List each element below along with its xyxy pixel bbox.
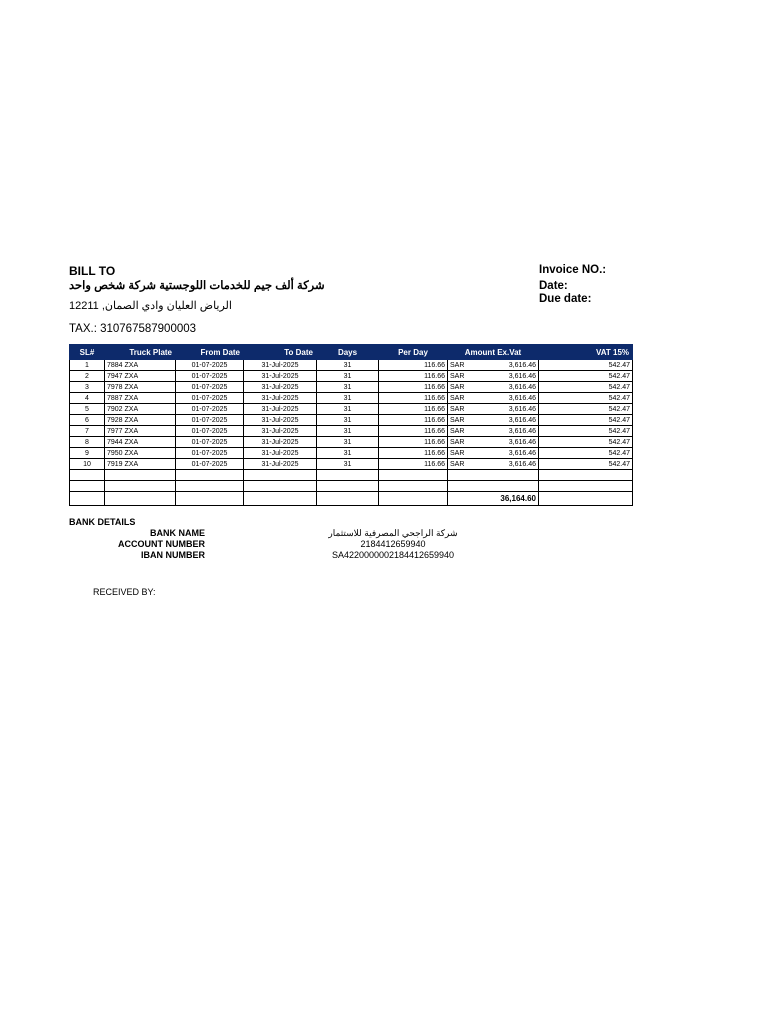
column-header-truck-plate: Truck Plate	[105, 345, 176, 360]
customer-address: الرياض العليان وادي الصمان, 12211	[69, 300, 232, 312]
to-date-cell: 31-Jul-2025	[244, 404, 317, 415]
bill-to-label: BILL TO	[69, 264, 116, 278]
amount-cell	[448, 426, 539, 437]
bank-name-value: شركة الراجحي المصرفية للاستثمار	[328, 528, 458, 538]
column-header-amount: Amount Ex.Vat	[448, 345, 539, 360]
received-by-label: RECEIVED BY:	[93, 587, 156, 597]
column-header-from-date: From Date	[176, 345, 244, 360]
table-row	[70, 393, 633, 404]
amount-cell	[448, 404, 539, 415]
currency-label: SAR	[450, 372, 465, 380]
currency-label: SAR	[450, 383, 465, 391]
sl-cell: 8	[70, 437, 105, 448]
bank-details-heading: BANK DETAILS	[69, 517, 136, 527]
days-cell: 31	[317, 360, 379, 371]
from-date-cell: 01-07-2025	[176, 382, 244, 393]
column-header-sl: SL#	[70, 345, 105, 360]
currency-label: SAR	[450, 416, 465, 424]
vat-cell: 542.47	[539, 437, 633, 448]
to-date-cell: 31-Jul-2025	[244, 382, 317, 393]
amount-cell	[448, 448, 539, 459]
from-date-cell: 01-07-2025	[176, 371, 244, 382]
from-date-cell: 01-07-2025	[176, 426, 244, 437]
sl-cell: 7	[70, 426, 105, 437]
to-date-cell: 31-Jul-2025	[244, 448, 317, 459]
from-date-cell: 01-07-2025	[176, 415, 244, 426]
table-row	[70, 426, 633, 437]
table-row-empty	[70, 470, 633, 481]
truck-plate-cell: 7950 ZXA	[105, 448, 176, 459]
bank-name-label: BANK NAME	[150, 528, 205, 538]
column-header-per-day: Per Day	[379, 345, 448, 360]
per-day-cell: 116.66	[379, 382, 448, 393]
currency-label: SAR	[450, 427, 465, 435]
table-body	[70, 360, 633, 470]
sl-cell: 6	[70, 415, 105, 426]
amount-cell	[448, 360, 539, 371]
truck-plate-cell: 7947 ZXA	[105, 371, 176, 382]
amount-value: 3,616.46	[508, 427, 536, 435]
currency-label: SAR	[450, 394, 465, 402]
per-day-cell: 116.66	[379, 459, 448, 470]
days-cell: 31	[317, 437, 379, 448]
truck-plate-cell: 7902 ZXA	[105, 404, 176, 415]
from-date-cell: 01-07-2025	[176, 448, 244, 459]
per-day-cell: 116.66	[379, 426, 448, 437]
to-date-cell: 31-Jul-2025	[244, 426, 317, 437]
days-cell: 31	[317, 415, 379, 426]
truck-plate-cell: 7928 ZXA	[105, 415, 176, 426]
vat-cell: 542.47	[539, 415, 633, 426]
truck-plate-cell: 7944 ZXA	[105, 437, 176, 448]
to-date-cell: 31-Jul-2025	[244, 415, 317, 426]
amount-cell	[448, 459, 539, 470]
sl-cell: 10	[70, 459, 105, 470]
table-total-row	[70, 492, 633, 506]
to-date-cell: 31-Jul-2025	[244, 360, 317, 371]
vat-cell: 542.47	[539, 393, 633, 404]
amount-value: 3,616.46	[508, 383, 536, 391]
total-amount: 36,164.60	[448, 492, 539, 506]
truck-plate-cell: 7884 ZXA	[105, 360, 176, 371]
per-day-cell: 116.66	[379, 404, 448, 415]
sl-cell: 3	[70, 382, 105, 393]
invoice-items-table	[69, 344, 633, 506]
column-header-days: Days	[317, 345, 379, 360]
amount-value: 3,616.46	[508, 394, 536, 402]
iban-number-value: SA4220000002184412659940	[331, 550, 455, 560]
sl-cell: 5	[70, 404, 105, 415]
currency-label: SAR	[450, 438, 465, 446]
currency-label: SAR	[450, 449, 465, 457]
currency-label: SAR	[450, 361, 465, 369]
truck-plate-cell: 7887 ZXA	[105, 393, 176, 404]
table-row-empty	[70, 481, 633, 492]
days-cell: 31	[317, 404, 379, 415]
table-row	[70, 437, 633, 448]
amount-value: 3,616.46	[508, 372, 536, 380]
per-day-cell: 116.66	[379, 415, 448, 426]
days-cell: 31	[317, 459, 379, 470]
amount-cell	[448, 393, 539, 404]
invoice-date-label: Date:	[539, 280, 568, 292]
sl-cell: 9	[70, 448, 105, 459]
from-date-cell: 01-07-2025	[176, 437, 244, 448]
table-row	[70, 360, 633, 371]
sl-cell: 2	[70, 371, 105, 382]
days-cell: 31	[317, 448, 379, 459]
amount-cell	[448, 437, 539, 448]
days-cell: 31	[317, 426, 379, 437]
amount-value: 3,616.46	[508, 460, 536, 468]
table-row	[70, 404, 633, 415]
customer-company-name: شركة ألف جيم للخدمات اللوجستية شركة شخص واحد	[69, 280, 325, 292]
per-day-cell: 116.66	[379, 393, 448, 404]
iban-number-label: IBAN NUMBER	[141, 550, 205, 560]
table-row	[70, 371, 633, 382]
amount-value: 3,616.46	[508, 361, 536, 369]
from-date-cell: 01-07-2025	[176, 404, 244, 415]
sl-cell: 1	[70, 360, 105, 371]
amount-cell	[448, 371, 539, 382]
invoice-number-label: Invoice NO.:	[539, 264, 607, 276]
currency-label: SAR	[450, 405, 465, 413]
amount-value: 3,616.46	[508, 438, 536, 446]
amount-value: 3,616.46	[508, 405, 536, 413]
vat-cell: 542.47	[539, 448, 633, 459]
days-cell: 31	[317, 393, 379, 404]
due-date-label: Due date:	[539, 293, 592, 305]
amount-cell	[448, 382, 539, 393]
customer-tax-number: TAX.: 310767587900003	[69, 323, 197, 335]
column-header-vat: VAT 15%	[539, 345, 633, 360]
to-date-cell: 31-Jul-2025	[244, 371, 317, 382]
truck-plate-cell: 7919 ZXA	[105, 459, 176, 470]
per-day-cell: 116.66	[379, 448, 448, 459]
from-date-cell: 01-07-2025	[176, 360, 244, 371]
truck-plate-cell: 7978 ZXA	[105, 382, 176, 393]
amount-cell	[448, 415, 539, 426]
vat-cell: 542.47	[539, 371, 633, 382]
from-date-cell: 01-07-2025	[176, 393, 244, 404]
vat-cell: 542.47	[539, 382, 633, 393]
table-row	[70, 459, 633, 470]
column-header-to-date: To Date	[244, 345, 317, 360]
table-header-row	[70, 345, 633, 360]
to-date-cell: 31-Jul-2025	[244, 393, 317, 404]
amount-value: 3,616.46	[508, 449, 536, 457]
per-day-cell: 116.66	[379, 360, 448, 371]
currency-label: SAR	[450, 460, 465, 468]
to-date-cell: 31-Jul-2025	[244, 437, 317, 448]
vat-cell: 542.47	[539, 404, 633, 415]
vat-cell: 542.47	[539, 459, 633, 470]
vat-cell: 542.47	[539, 426, 633, 437]
days-cell: 31	[317, 382, 379, 393]
table-row	[70, 415, 633, 426]
truck-plate-cell: 7977 ZXA	[105, 426, 176, 437]
account-number-value: 2184412659940	[360, 539, 426, 549]
from-date-cell: 01-07-2025	[176, 459, 244, 470]
per-day-cell: 116.66	[379, 371, 448, 382]
sl-cell: 4	[70, 393, 105, 404]
account-number-label: ACCOUNT NUMBER	[118, 539, 205, 549]
vat-cell: 542.47	[539, 360, 633, 371]
per-day-cell: 116.66	[379, 437, 448, 448]
to-date-cell: 31-Jul-2025	[244, 459, 317, 470]
table-row	[70, 448, 633, 459]
table-row	[70, 382, 633, 393]
days-cell: 31	[317, 371, 379, 382]
amount-value: 3,616.46	[508, 416, 536, 424]
